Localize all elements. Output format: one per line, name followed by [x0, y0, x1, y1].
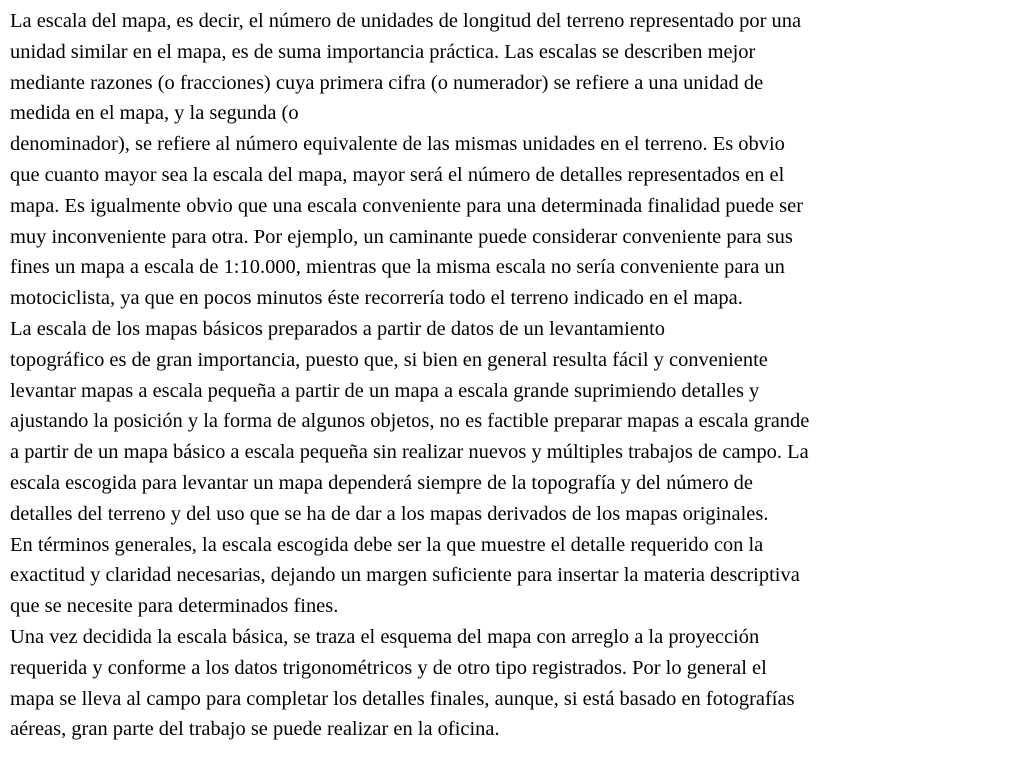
text-line: a partir de un mapa básico a escala pequeña sin realizar nuevos y múltiples trabajos de campo. La — [10, 441, 809, 464]
text-line: mapa. Es igualmente obvio que una escala conveniente para una determinada finalidad puede ser — [10, 194, 804, 217]
text-line: En términos generales, la escala escogida debe ser la que muestre el detalle requerido con la — [10, 533, 764, 556]
text-line: unidad similar en el mapa, es de suma importancia práctica. Las escalas se describen mejor — [10, 40, 756, 63]
text-line: levantar mapas a escala pequeña a partir de un mapa a escala grande suprimiendo detalles y — [10, 379, 760, 402]
text-line: ajustando la posición y la forma de algunos objetos, no es factible preparar mapas a escala grande — [10, 410, 810, 433]
text-line: muy inconveniente para otra. Por ejemplo, un caminante puede considerar conveniente para sus — [10, 225, 793, 248]
text-line: La escala de los mapas básicos preparados a partir de datos de un levantamiento — [10, 317, 666, 340]
text-line: La escala del mapa, es decir, el número de unidades de longitud del terreno representado por una — [10, 10, 802, 32]
text-line: exactitud y claridad necesarias, dejando un margen suficiente para insertar la materia descriptiva — [10, 564, 800, 587]
text-line: denominador), se refiere al número equivalente de las mismas unidades en el terreno. Es obvio — [10, 133, 785, 156]
text-line: que cuanto mayor sea la escala del mapa, mayor será el número de detalles representados en el — [10, 163, 785, 186]
text-line: escala escogida para levantar un mapa dependerá siempre de la topografía y del número de — [10, 471, 754, 494]
text-line: aéreas, gran parte del trabajo se puede realizar en la oficina. — [10, 718, 500, 741]
text-line: requerida y conforme a los datos trigonométricos y de otro tipo registrados. Por lo general el — [10, 656, 767, 679]
text-line: motociclista, ya que en pocos minutos éste recorrería todo el terreno indicado en el mapa. — [10, 287, 743, 310]
text-line: medida en el mapa, y la segunda (o — [10, 102, 299, 125]
text-line: mapa se lleva al campo para completar los detalles finales, aunque, si está basado en fotografías — [10, 687, 795, 710]
text-line: que se necesite para determinados fines. — [10, 595, 339, 618]
text-line: mediante razones (o fracciones) cuya primera cifra (o numerador) se refiere a una unidad de — [10, 71, 764, 94]
text-line: detalles del terreno y del uso que se ha de dar a los mapas derivados de los mapas originales. — [10, 502, 769, 525]
text-line: Una vez decidida la escala básica, se traza el esquema del mapa con arreglo a la proyección — [10, 625, 760, 648]
text-line: topográfico es de gran importancia, puesto que, si bien en general resulta fácil y conveniente — [10, 348, 768, 371]
text-line: fines un mapa a escala de 1:10.000, mientras que la misma escala no sería conveniente para un — [10, 256, 785, 279]
